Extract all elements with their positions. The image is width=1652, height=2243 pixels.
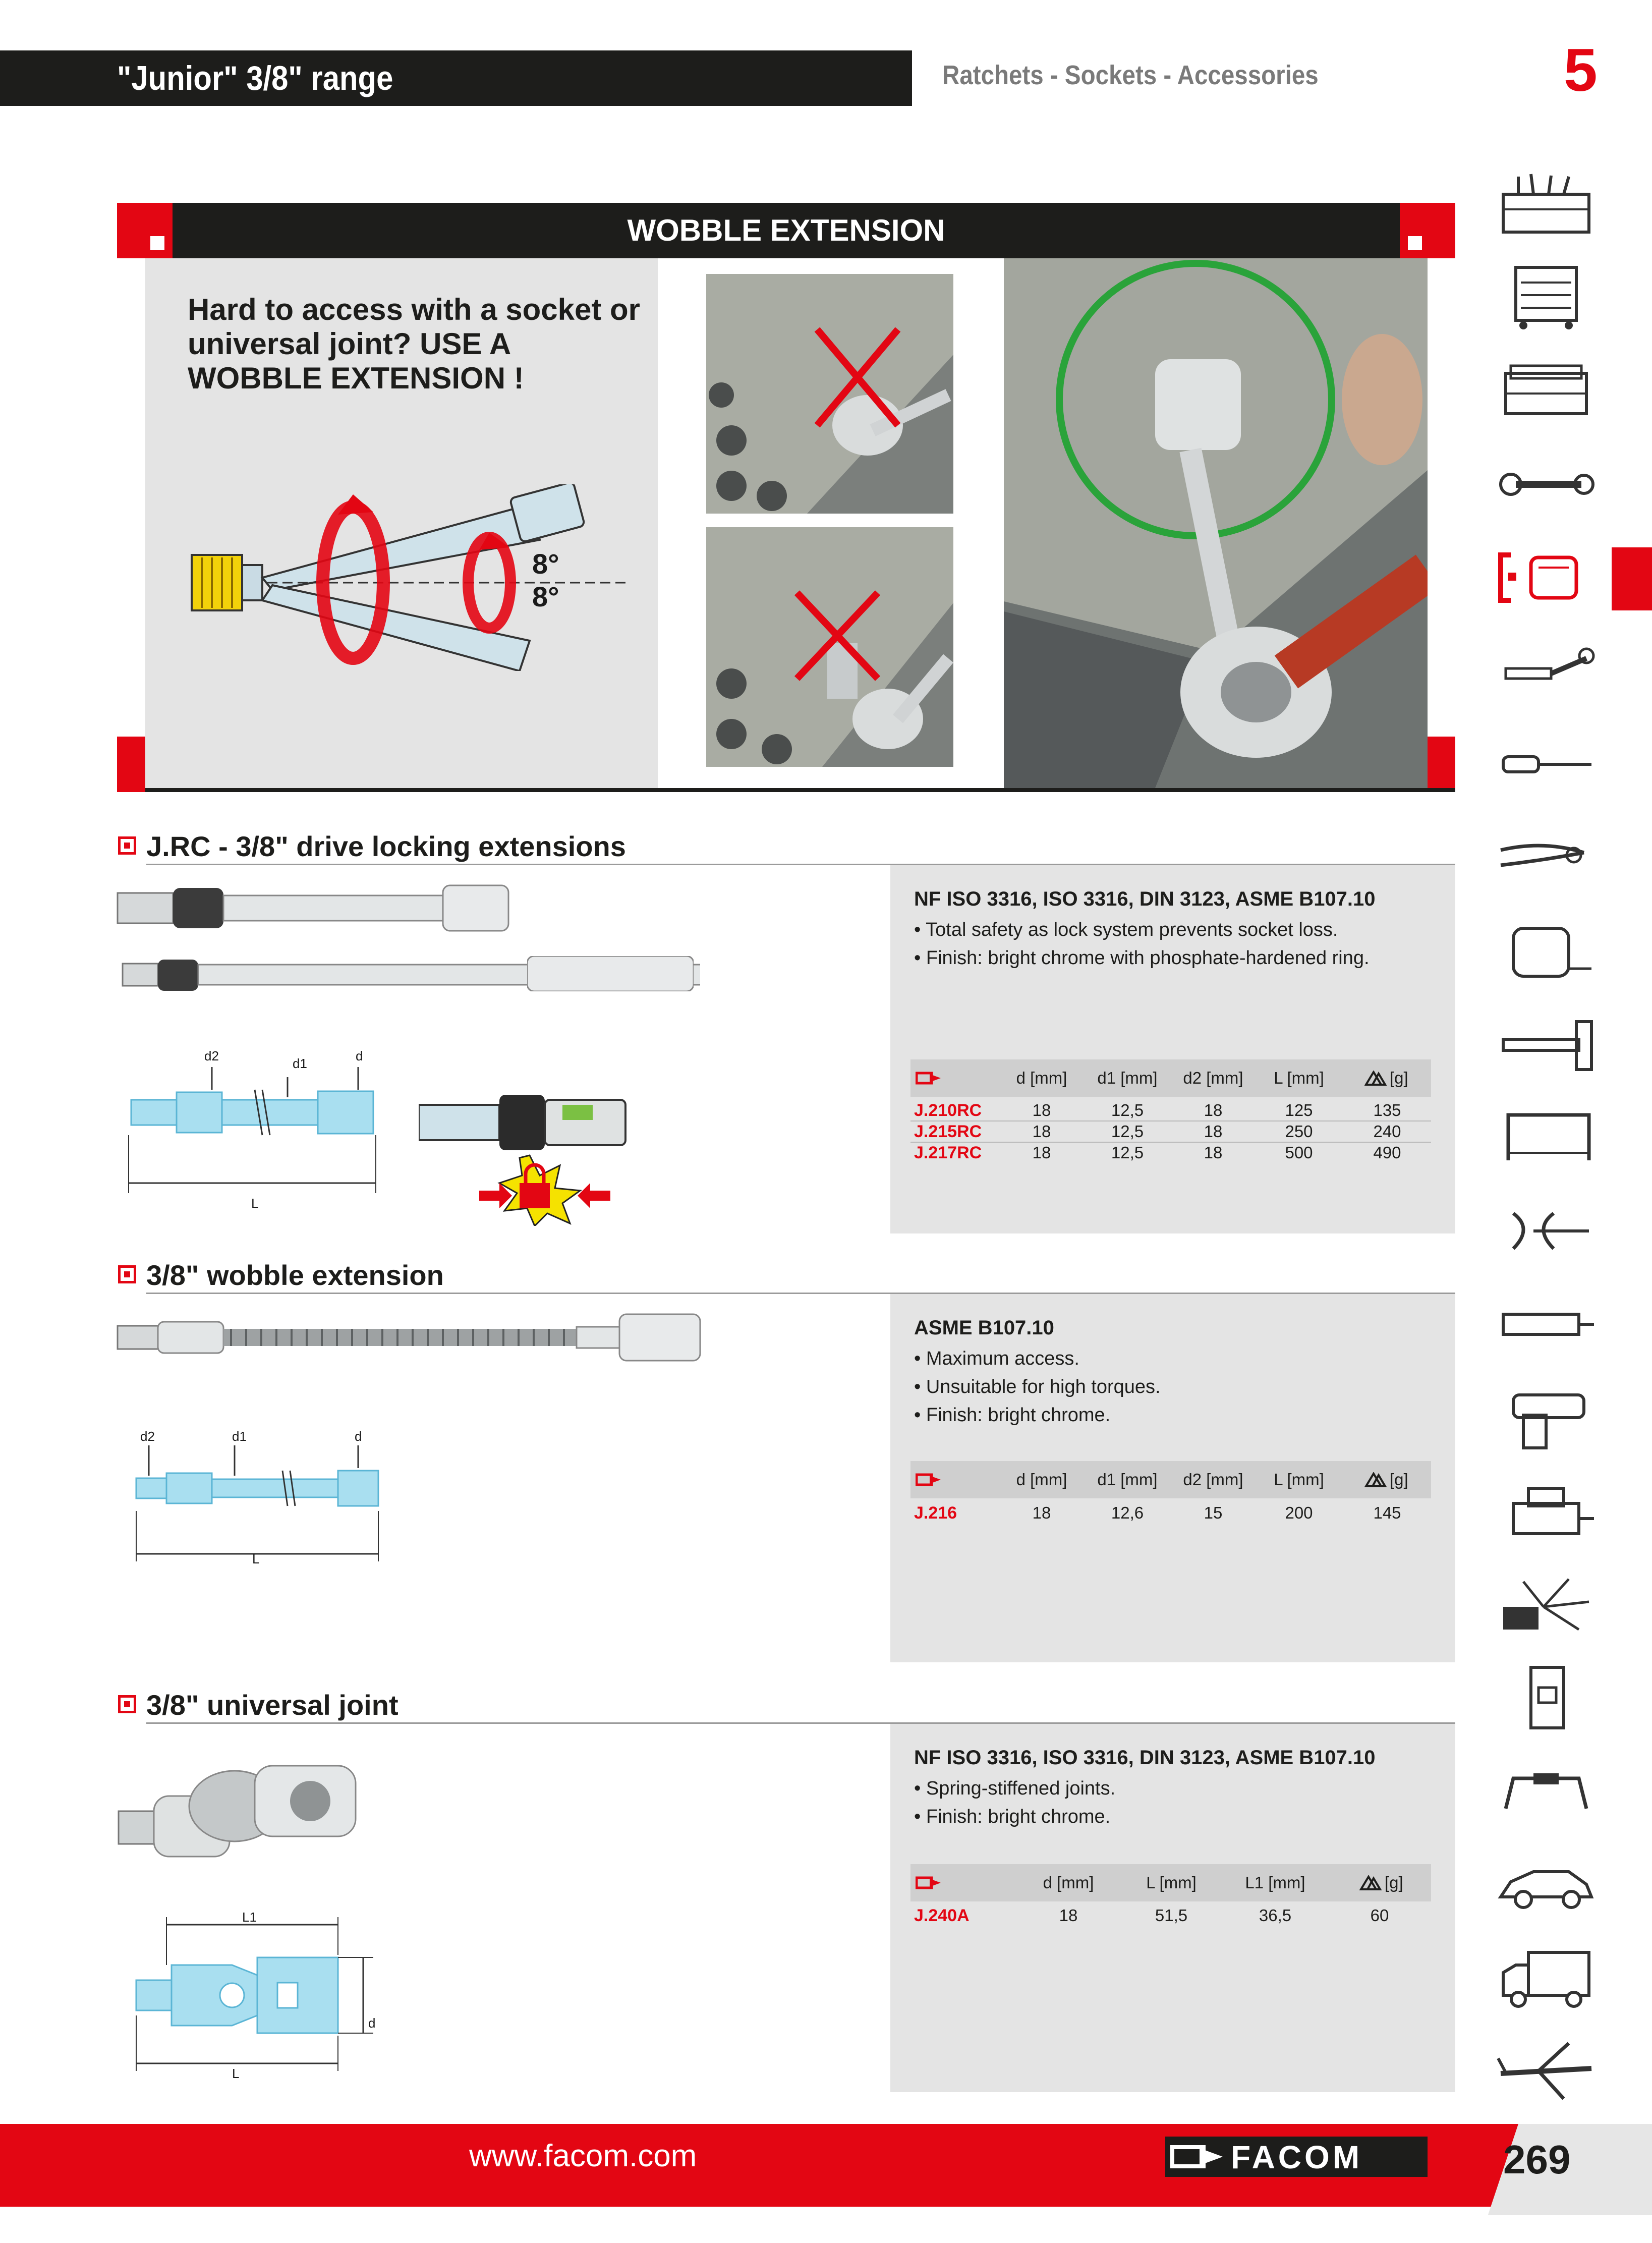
standards-text: NF ISO 3316, ISO 3316, DIN 3123, ASME B107.10 [914, 888, 1376, 910]
tape-measure-icon[interactable] [1493, 918, 1599, 984]
table-cell: 12,5 [1111, 1101, 1144, 1119]
website-link[interactable]: www.facom.com [469, 2139, 697, 2173]
section-title: 3/8" universal joint [146, 1689, 398, 1721]
table-cell: 240 [1373, 1122, 1401, 1141]
table-cell: 15 [1204, 1503, 1223, 1522]
facom-logo-mark-icon [1170, 2144, 1226, 2169]
table-cell: 500 [1285, 1143, 1313, 1162]
category-sidebar [1488, 172, 1609, 2089]
dim-label-L: L [232, 2066, 240, 2081]
banner-bottom-line [145, 788, 1455, 792]
facom-reference-icon [916, 1473, 942, 1486]
standards-text: NF ISO 3316, ISO 3316, DIN 3123, ASME B107.10 [914, 1747, 1376, 1769]
facom-reference-icon [916, 1072, 942, 1085]
truck-icon[interactable] [1493, 1945, 1599, 2010]
product-reference: J.240A [914, 1906, 970, 1925]
col-header: d2 [mm] [1183, 1470, 1243, 1489]
wobble-extension-photo [115, 1307, 710, 1367]
photo-socket-wrong-1-art [706, 274, 953, 514]
col-header: d [mm] [1043, 1873, 1094, 1892]
electrical-icon[interactable] [1493, 1665, 1599, 1730]
table-cell: 145 [1373, 1503, 1401, 1522]
feature-item: • Spring-stiffened joints. [914, 1778, 1116, 1799]
photo-wobble-correct-art [1004, 258, 1428, 788]
weight-icon [1359, 1875, 1382, 1890]
feature-item: • Finish: bright chrome with phosphate-hardened ring. [914, 947, 1370, 969]
col-header: d1 [mm] [1097, 1470, 1158, 1489]
table-cell: 125 [1285, 1101, 1313, 1119]
col-header: d2 [mm] [1183, 1069, 1243, 1087]
col-header: d [mm] [1016, 1470, 1067, 1489]
angle-label-bottom: 8° [532, 581, 559, 612]
photo-universal-wrong-2-art [706, 527, 953, 767]
table-cell: 18 [1204, 1122, 1223, 1141]
safety-spark-icon[interactable] [1493, 1572, 1599, 1637]
feature-item: • Finish: bright chrome. [914, 1806, 1111, 1827]
facom-reference-icon [916, 1876, 942, 1889]
puller-icon[interactable] [1493, 1198, 1599, 1264]
table-cell: 12,5 [1111, 1122, 1144, 1141]
car-icon[interactable] [1493, 1852, 1599, 1917]
universal-joint-photo [113, 1751, 376, 1872]
product-reference: J.217RC [914, 1143, 982, 1162]
tool-chest-icon[interactable] [1493, 172, 1599, 237]
col-header: L [mm] [1274, 1470, 1324, 1489]
dim-label-d: d [356, 1048, 363, 1063]
facom-logo [1165, 2137, 1428, 2177]
feature-item: • Maximum access. [914, 1348, 1079, 1369]
roller-cabinet-icon[interactable] [1493, 265, 1599, 330]
banner-title: WOBBLE EXTENSION [627, 213, 945, 247]
col-header-weight: [g] [1390, 1069, 1408, 1087]
dim-label-d1: d1 [232, 1429, 247, 1444]
vice-icon[interactable] [1493, 1478, 1599, 1544]
section-marker [118, 1695, 136, 1713]
product-reference: J.215RC [914, 1122, 982, 1141]
table-cell: 18 [1204, 1101, 1223, 1119]
feature-item: • Total safety as lock system prevents socket loss. [914, 919, 1338, 940]
torque-tester-icon[interactable] [1493, 1292, 1599, 1357]
table-cell: 12,5 [1111, 1143, 1144, 1162]
table-cell: 60 [1370, 1906, 1389, 1925]
product-reference: J.210RC [914, 1101, 982, 1120]
col-header: L1 [mm] [1245, 1873, 1305, 1892]
photo-wobble-correct [1004, 258, 1428, 788]
table-cell: 18 [1032, 1122, 1051, 1141]
angle-label-top: 8° [532, 548, 559, 580]
table-cell: 18 [1032, 1101, 1051, 1119]
socket-icon[interactable] [1493, 545, 1599, 610]
col-header: d [mm] [1016, 1069, 1067, 1087]
universal-joint-diagram [126, 1910, 398, 2081]
locking-extension-end-photo [527, 956, 694, 991]
hammer-icon[interactable] [1493, 1012, 1599, 1077]
table-cell: 36,5 [1259, 1906, 1292, 1925]
table-cell: 18 [1032, 1143, 1051, 1162]
section-marker [118, 1265, 136, 1283]
table-cell: 490 [1373, 1143, 1401, 1162]
col-header: L [mm] [1274, 1069, 1324, 1087]
table-cell: 18 [1032, 1503, 1051, 1522]
table-cell: 51,5 [1155, 1906, 1188, 1925]
section-marker [118, 836, 136, 855]
pliers-icon[interactable] [1493, 825, 1599, 890]
table-cell: 12,6 [1111, 1503, 1144, 1522]
facom-logo-text: FACOM [1231, 2139, 1363, 2175]
standards-text: ASME B107.10 [914, 1317, 1054, 1339]
wrench-icon[interactable] [1493, 452, 1599, 517]
ratchet-icon[interactable] [1493, 638, 1599, 704]
photo-universal-wrong-2 [706, 527, 953, 767]
dim-label-d1: d1 [293, 1056, 307, 1071]
page-subtitle: Ratchets - Sockets - Accessories [942, 60, 1319, 90]
table-cell: 18 [1059, 1906, 1078, 1925]
dim-label-d: d [368, 2015, 376, 2031]
impact-wrench-icon[interactable] [1493, 1385, 1599, 1450]
feature-item: • Unsuitable for high torques. [914, 1376, 1161, 1397]
feature-item: • Finish: bright chrome. [914, 1405, 1111, 1426]
table-cell: 18 [1204, 1143, 1223, 1162]
handle-icon[interactable] [1493, 1758, 1599, 1824]
tool-box-icon[interactable] [1493, 358, 1599, 424]
dim-label-d2: d2 [204, 1048, 219, 1063]
table-cell: 200 [1285, 1503, 1313, 1522]
row-divider [910, 1142, 1431, 1143]
table-cell: 250 [1285, 1122, 1313, 1141]
dim-label-d: d [355, 1429, 362, 1444]
row-divider [910, 1120, 1431, 1122]
section-title: J.RC - 3/8" drive locking extensions [146, 830, 626, 862]
col-header: L [mm] [1146, 1873, 1197, 1892]
col-header: d1 [mm] [1097, 1069, 1158, 1087]
table-cell: 135 [1373, 1101, 1401, 1119]
hacksaw-icon[interactable] [1493, 1105, 1599, 1170]
wobble-extension-diagram [126, 1430, 393, 1572]
weight-icon [1364, 1472, 1387, 1487]
dim-label-L1: L1 [242, 1910, 257, 1925]
lock-mechanism-illustration [419, 1090, 646, 1226]
photo-socket-wrong-1 [706, 274, 953, 514]
section-title: 3/8" wobble extension [146, 1259, 444, 1291]
page-title: "Junior" 3/8" range [117, 59, 393, 97]
product-reference: J.216 [914, 1503, 957, 1523]
weight-icon [1364, 1071, 1387, 1086]
screwdriver-icon[interactable] [1493, 732, 1599, 797]
locking-extension-diagram [121, 1047, 393, 1213]
active-chapter-tab[interactable] [1612, 547, 1652, 610]
dim-label-L: L [252, 1551, 260, 1566]
dim-label-d2: d2 [140, 1429, 155, 1444]
footer-strip [0, 2190, 1652, 2207]
page-number: 269 [1503, 2137, 1571, 2182]
wobble-angle-illustration [187, 484, 631, 671]
banner-text: Hard to access with a socket or universal joint? USE A WOBBLE EXTENSION ! [188, 293, 641, 395]
dim-label-L: L [251, 1196, 259, 1211]
chapter-number: 5 [1564, 36, 1598, 104]
aircraft-icon[interactable] [1493, 2038, 1599, 2104]
col-header-weight: [g] [1390, 1470, 1408, 1489]
col-header-weight: [g] [1385, 1873, 1403, 1892]
